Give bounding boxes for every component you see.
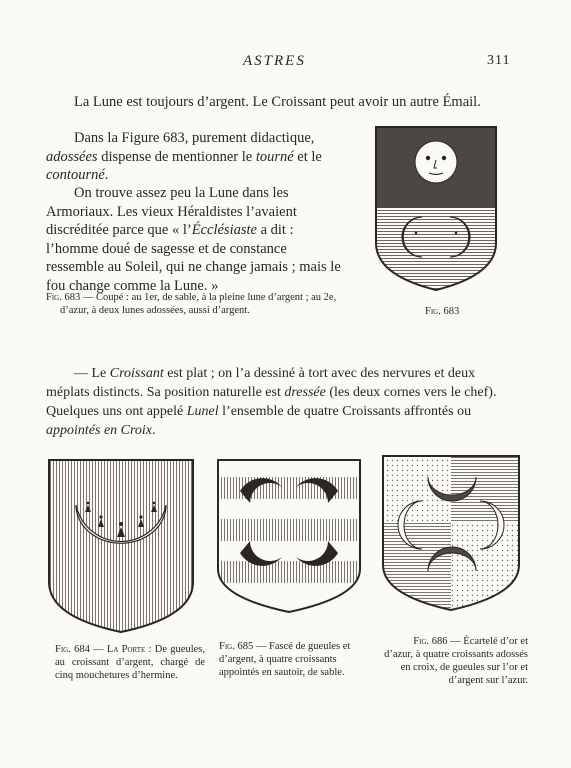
figure-683-label: Fig. 683 <box>425 306 460 317</box>
paragraph-croissant: — Le Croissant est plat ; on l’a dessiné à tort avec des nervures et deux méplats distincts. Sa position naturelle est dressée (les deux cornes vers le chef). Quelques uns ont appelé Lunel l’ensemble de quatre Croissants affrontés ou appointés en Croix. <box>46 366 497 438</box>
paragraph-armoriaux: On trouve assez peu la Lune dans les Armoriaux. Les vieux Héraldistes l’avaient discréditée parce que « l’Écclésiaste a dit : l’homme doué de sagesse et de constance ressemble au Soleil, qui ne change jamais ; mais le fou change comme la Lune. » <box>46 185 341 294</box>
caption-figure-684: Fig. 684 — La Porte : De gueules, au croissant d’argent, chargé de cinq mouchetures d’hermine. <box>55 644 205 681</box>
page-number: 311 <box>487 53 511 68</box>
running-title: ASTRES <box>243 53 306 69</box>
shield-figure-684 <box>46 457 196 635</box>
caption-figure-683: Fig. 683 — Coupé : au 1er, de sable, à la pleine lune d’argent ; au 2e, d’azur, à deux lunes adossées, aussi d’argent. <box>46 292 337 316</box>
shield-figure-686 <box>380 453 522 613</box>
paragraph-moon-color: La Lune est toujours d’argent. Le Croissant peut avoir un autre Émail. <box>74 94 481 110</box>
paragraph-figure-683: Dans la Figure 683, purement didactique, adossées dispense de mentionner le tourné et le contourné. <box>46 130 322 183</box>
shield-figure-685 <box>214 457 364 615</box>
shield-figure-683 <box>374 125 498 293</box>
caption-figure-686: Fig. 686 — Écartelé d’or et d’azur, à quatre croissants adossés en croix, de gueules sur l’or et d’argent sur l’azur. <box>384 636 528 686</box>
caption-figure-685: Fig. 685 — Fascé de gueules et d’argent, à quatre croissants appointés en sautoir, de sable. <box>219 641 351 678</box>
